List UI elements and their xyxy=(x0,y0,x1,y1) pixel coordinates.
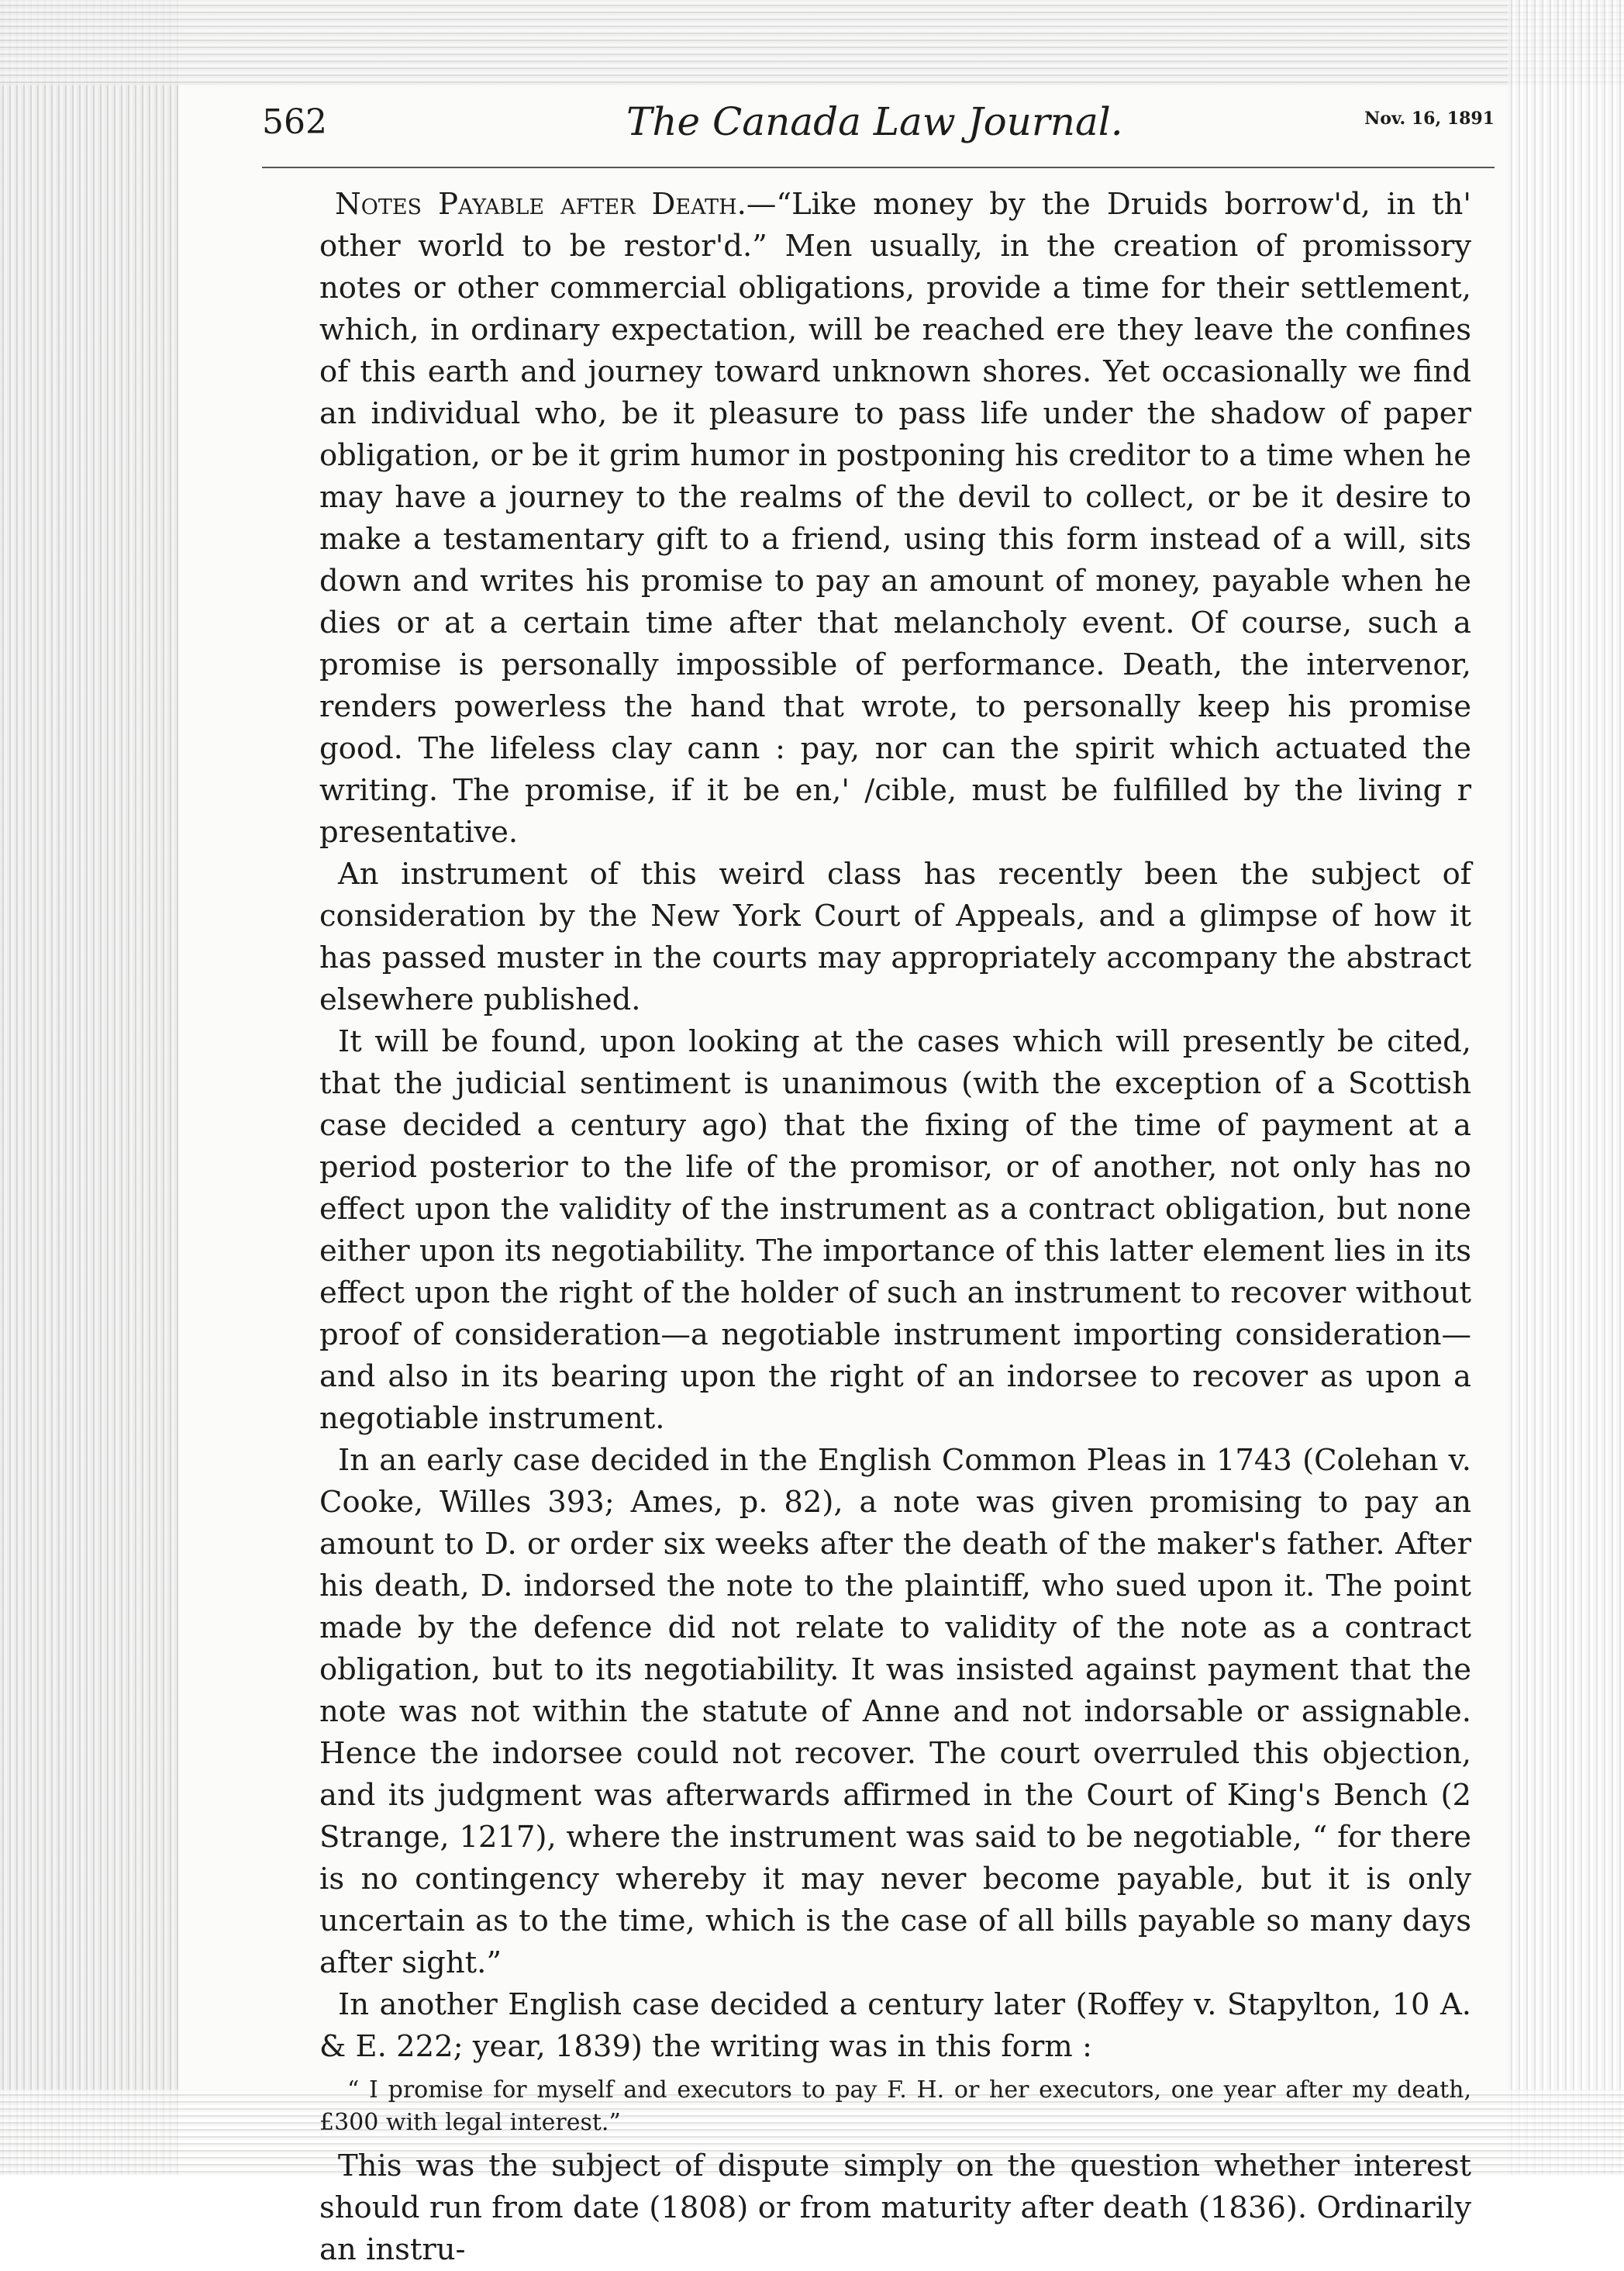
article-body xyxy=(319,184,1471,2271)
paragraph-6: This was the subject of dispute simply on the question whether interest should run from date (1808) or from maturity after death (1836). Ordinarily an instru- xyxy=(319,2148,1471,2267)
paragraph-1 xyxy=(319,184,1471,854)
quoted-note: “ I promise for myself and executors to pay F. H. or her executors, one year after my death, £300 with legal interest.” xyxy=(319,2076,1471,2136)
paragraph-3: It will be found, upon looking at the cases which will presently be cited, that the judicial sentiment is unanimous (with the exception of a Scottish case decided a century ago) that the fixing of the time of payment at a period posterior to the life of the promisor, or of another, not only has no effect upon the validity of the instrument as a contract obligation, but none either upon its negotiability. The importance of this latter element lies in its effect upon the right of the holder of such an instrument to recover without proof of consideration—a negotiable instrument importing consideration—and also in its bearing upon the right of an indorsee to recover as upon a negotiable instrument. xyxy=(319,1024,1471,1436)
running-header xyxy=(262,99,1495,154)
paragraph-2: An instrument of this weird class has recently been the subject of consideration by the New York Court of Appeals, and a glimpse of how it has passed muster in the courts may appropriately accompany the abstract elsewhere published. xyxy=(319,857,1471,1017)
issue-date: Nov. 16, 1891 xyxy=(1364,109,1495,129)
scan-shadow-left xyxy=(0,0,178,2175)
scan-shadow-top xyxy=(0,0,1624,85)
paragraph-4: In an early case decided in the English Common Pleas in 1743 (Colehan v. Cooke, Willes 393; Ames, p. 82), a note was given promising to pay an amount to D. or order six weeks after the death of the maker's father. After his death, D. indorsed the note to the plaintiff, who sued upon it. The point made by the defence did not relate to validity of the note as a contract obligation, but to its negotiability. It was insisted against payment that the note was not within the statute of Anne and not indorsable or assignable. Hence the indorsee could not recover. The court overruled this objection, and its judgment was afterwards affirmed in the Court of King's Bench (2 Strange, 1217), where the instrument was said to be negotiable, “ for there is no contingency whereby it may never become payable, but it is only uncertain as to the time, which is the case of all bills payable so many days after sight.” xyxy=(319,1443,1471,1980)
page-number: 562 xyxy=(262,102,327,142)
header-rule xyxy=(262,167,1495,168)
paragraph-5: In another English case decided a century later (Roffey v. Stapylton, 10 A. & E. 222; year, 1839) the writing was in this form : xyxy=(319,1987,1471,2064)
scan-shadow-right xyxy=(1508,0,1624,2175)
journal-title: The Canada Law Journal. xyxy=(626,99,1123,144)
article-heading: Notes Payable after Death. xyxy=(335,187,746,222)
paragraph-1-text: —“Like money by the Druids borrow'd, in th' other world to be restor'd.” Men usually, in the creation of promissory notes or other commercial obligations, provide a time for their settlement, which, in ordinary expectation, will be reached ere they leave the confines of this earth and journey toward unknown shores. Yet occasionally we find an individual who, be it pleasure to pass life under the shadow of paper obligation, or be it grim humor in postponing his creditor to a time when he may have a journey to the realms of the devil to collect, or be it desire to make a testamentary gift to a friend, using this form instead of a will, sits down and writes his promise to pay an amount of money, payable when he dies or at a certain time after that melancholy event. Of course, such a promise is personally impossible of performance. Death, the intervenor, renders powerless the hand that wrote, to personally keep his promise good. The lifeless clay cann : pay, nor can the spirit which actuated the writing. The promise, if it be en,' /cible, must be fulfilled by the living r presentative. xyxy=(319,187,1471,850)
